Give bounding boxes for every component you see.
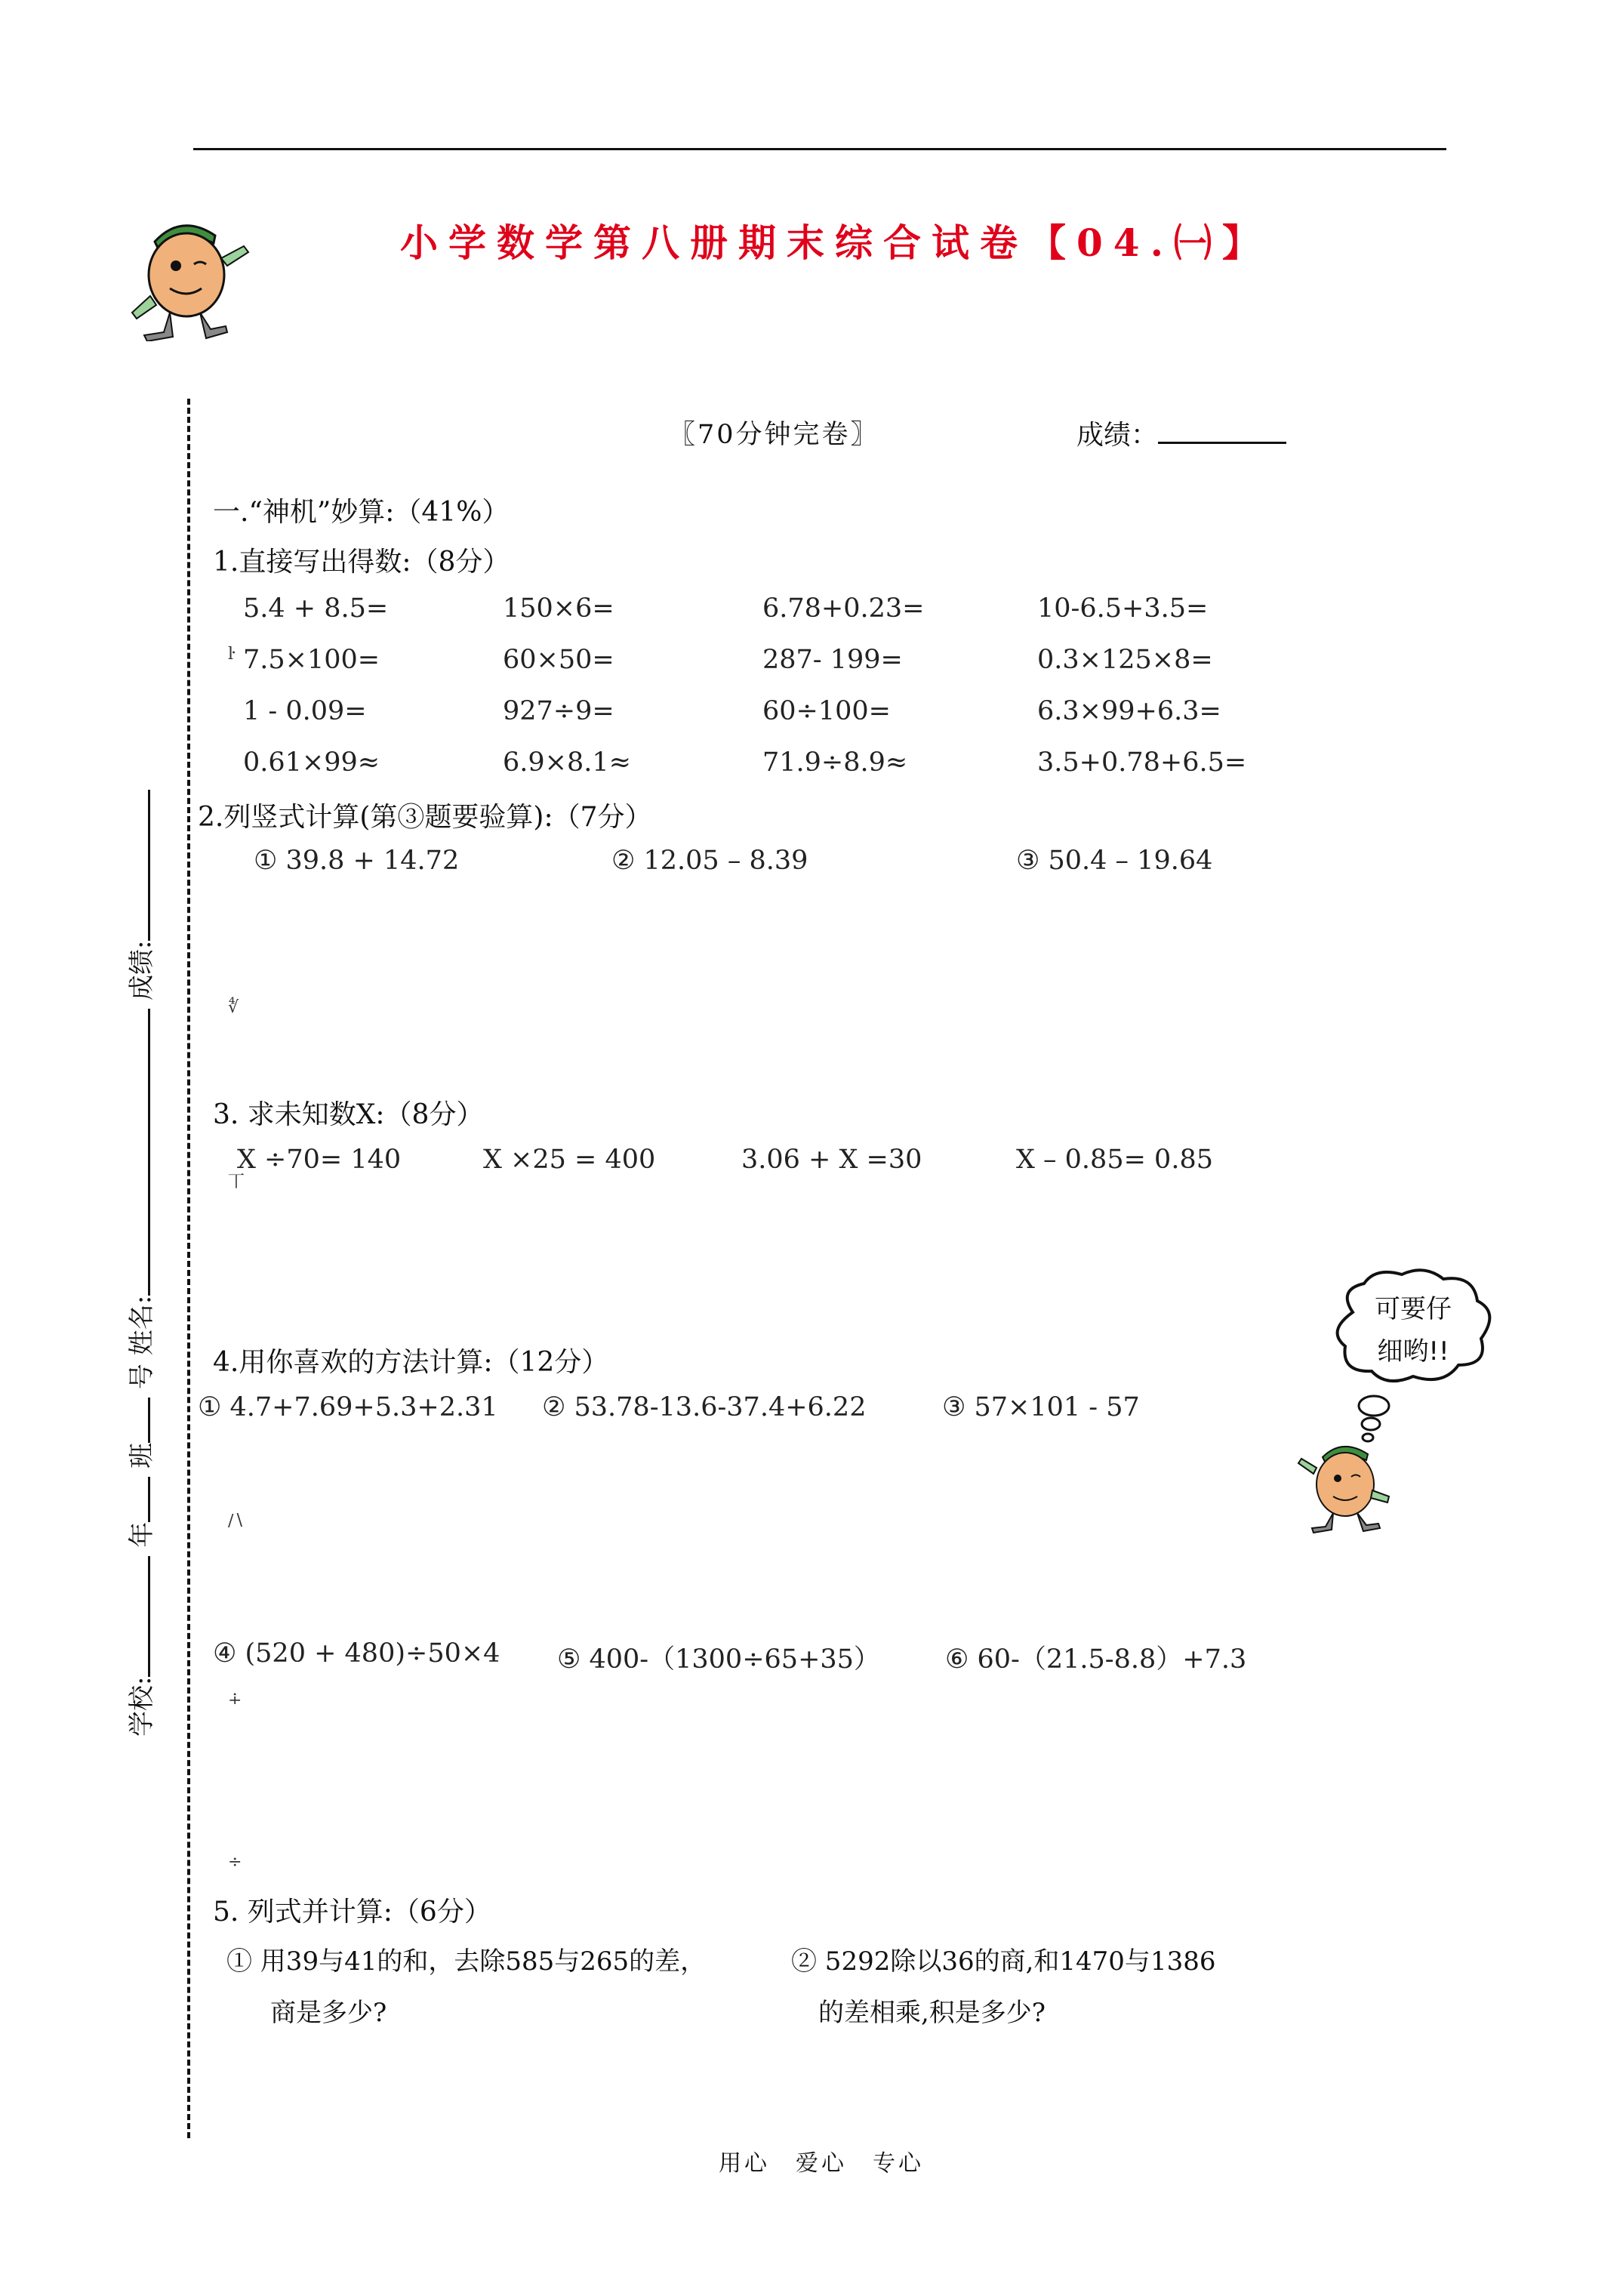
q1-item: 0.3×125×8= [1037, 645, 1213, 675]
binding-mark-5: ∔ [228, 1690, 242, 1709]
q2-label: 2.列竖式计算(第③题要验算):（7分） [198, 802, 652, 833]
q1-item: 5.4 + 8.5= [243, 593, 389, 624]
q1-item: 60÷100= [762, 696, 891, 726]
q2-item: ① 39.8 + 14.72 [254, 846, 460, 876]
score-blank[interactable] [1158, 415, 1286, 444]
school-label: 学校: [127, 1676, 157, 1737]
binding-mark-2: ∜ [228, 998, 239, 1017]
q4-item: ② 53.78-13.6-37.4+6.22 [542, 1392, 867, 1422]
q1-item: 0.61×99≈ [243, 747, 380, 778]
time-limit: 〖70分钟完卷〗 [669, 420, 879, 450]
score-side-blank[interactable] [148, 790, 150, 941]
q1-item: 1 - 0.09= [243, 696, 367, 726]
number-label: 号 [127, 1364, 157, 1390]
section1-heading: 一.“神机”妙算:（41%） [213, 497, 510, 528]
class-label: 班 [127, 1442, 157, 1469]
grade-blank[interactable] [148, 1477, 150, 1522]
school-blank[interactable] [148, 1556, 150, 1677]
q1-item: 287- 199= [762, 645, 903, 675]
score-label: 成绩： [1076, 420, 1159, 451]
q5-item2-line1: ② 5292除以36的商,和1470与1386 [791, 1946, 1216, 1977]
binding-dash-line [187, 399, 190, 2138]
q4-item: ③ 57×101 - 57 [942, 1392, 1140, 1422]
bubble-text [1345, 1288, 1481, 1373]
score-side-label: 成绩: [127, 940, 157, 1000]
q1-item: 927÷9= [503, 696, 614, 726]
q4-item: ⑤ 400-（1300÷65+35） [557, 1644, 880, 1675]
class-blank[interactable] [148, 1398, 150, 1443]
q1-item: 6.3×99+6.3= [1037, 696, 1221, 726]
q4-item: ④ (520 + 480)÷50×4 [213, 1638, 500, 1669]
q5-item2-line2: 的差相乘,积是多少? [818, 1998, 1046, 2028]
score-field [1076, 414, 1286, 452]
footer-text: 用心 爱心 专心 [719, 2150, 924, 2177]
q1-item: 60×50= [503, 645, 614, 675]
binding-mark-6: ÷ [228, 1853, 242, 1872]
page-title: 小学数学第八册期末综合试卷【04.㈠】 [400, 220, 1270, 265]
q1-item: 71.9÷8.9≈ [762, 747, 908, 778]
q2-item: ③ 50.4 – 19.64 [1016, 846, 1213, 876]
q3-item: X ÷70= 140 [237, 1145, 402, 1175]
top-rule [193, 148, 1446, 150]
q4-item: ① 4.7+7.69+5.3+2.31 [198, 1392, 498, 1422]
q4-item: ⑥ 60-（21.5-8.8）+7.3 [945, 1644, 1247, 1675]
binding-mark-3: 丅 [228, 1173, 245, 1191]
q4-label: 4.用你喜欢的方法计算:（12分） [213, 1347, 609, 1378]
q1-item: 3.5+0.78+6.5= [1037, 747, 1247, 778]
q1-label: 1.直接写出得数:（8分） [213, 547, 510, 578]
name-label: 姓名: [127, 1295, 157, 1356]
q1-item: 150×6= [503, 593, 614, 624]
q1-item: 7.5×100= [243, 645, 380, 675]
q1-item: 6.9×8.1≈ [503, 747, 631, 778]
q3-item: 3.06 + X =30 [741, 1145, 922, 1175]
q3-label: 3. 求未知数X:（8分） [213, 1099, 484, 1130]
q3-item: X ×25 = 400 [483, 1145, 656, 1175]
binding-mark-1: ŀ [228, 645, 234, 664]
mascot-small-icon [1297, 1438, 1403, 1536]
bubble-line2: 细哟!! [1377, 1336, 1449, 1367]
binding-info-text [121, 790, 158, 1737]
q1-item: 10-6.5+3.5= [1037, 593, 1209, 624]
q5-item1-line1: ① 用39与41的和，去除585与265的差， [226, 1946, 707, 1977]
mascot-icon [125, 213, 260, 341]
q5-item1-line2: 商是多少? [270, 1998, 387, 2028]
q2-item: ② 12.05 – 8.39 [611, 846, 808, 876]
grade-label: 年 [127, 1521, 157, 1548]
binding-mark-4: ∕∖ [228, 1512, 245, 1530]
name-blank[interactable] [148, 1009, 150, 1296]
q3-item: X – 0.85= 0.85 [1016, 1145, 1213, 1175]
q5-label: 5. 列式并计算:（6分） [213, 1897, 491, 1928]
q1-item: 6.78+0.23= [762, 593, 925, 624]
bubble-line1: 可要仔 [1375, 1294, 1452, 1324]
